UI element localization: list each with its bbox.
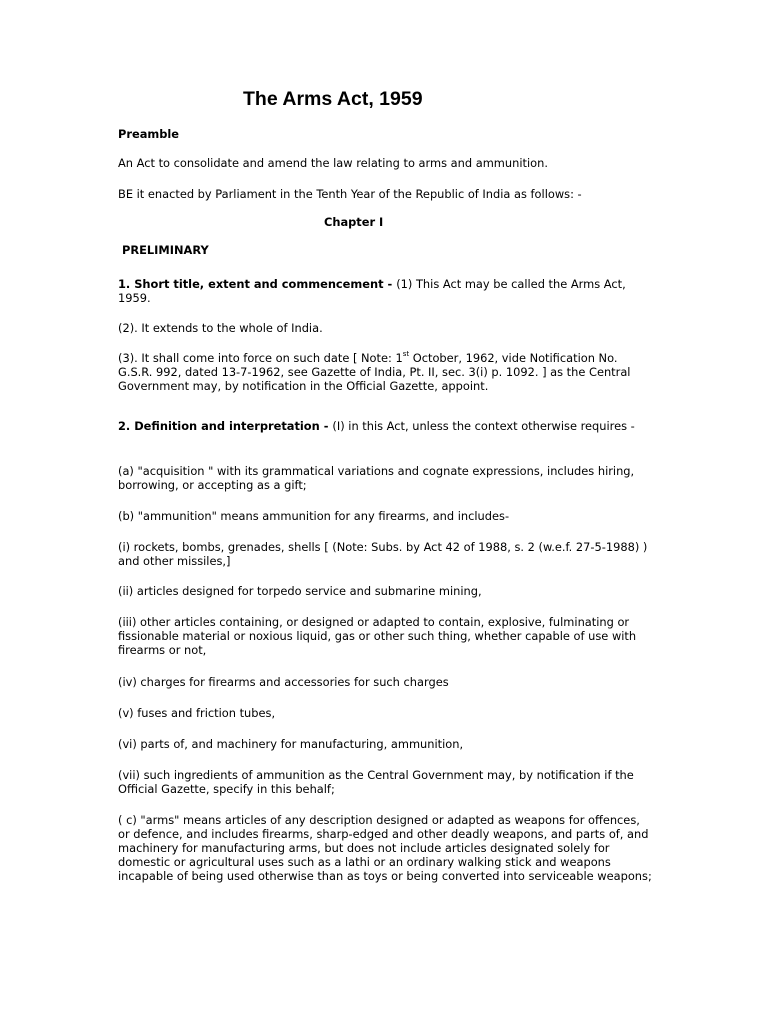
section-2 (118, 419, 653, 433)
section-2-heading: 2. Definition and interpretation - (118, 419, 333, 433)
clause-b-i: (i) rockets, bombs, grenades, shells [ (Note: Subs. by Act 42 of 1988, s. 2 (w.e.f. 27-5-1988) ) and other missiles,] (118, 540, 648, 568)
ordinal-suffix: st (402, 350, 410, 358)
preamble-text: An Act to consolidate and amend the law relating to arms and ammunition. (118, 156, 548, 170)
clause-b: (b) "ammunition" means ammunition for any firearms, and includes- (118, 509, 510, 523)
enactment-clause: BE it enacted by Parliament in the Tenth Year of the Republic of India as follows: - (118, 187, 582, 201)
clause-b-iv: (iv) charges for firearms and accessories for such charges (118, 675, 449, 689)
subsection-3-text-end: October, 1962, vide Notification No. G.S.R. 992, dated 13-7-1962, see Gazette of India, Pt. II, sec. 3(i) p. 1092. ] as the Central Government may, by notification in the Official Gazette, appoint. (118, 351, 631, 393)
clause-c: ( c) "arms" means articles of any description designed or adapted as weapons for offences, or defence, and includes firearms, sharp-edged and other deadly weapons, and parts of, and machinery for manufacturing arms, but does not include articles designated solely for domestic or agricultural uses such as a lathi or an ordinary walking stick and weapons incapable of being used otherwise than as toys or being converted into serviceable weapons; (118, 813, 652, 883)
clause-b-iii: (iii) other articles containing, or designed or adapted to contain, explosive, fulminating or fissionable material or noxious liquid, gas or other such thing, whether capable of use with firearms or not, (118, 615, 637, 657)
chapter-heading: Chapter I (324, 215, 384, 229)
document-title: The Arms Act, 1959 (243, 88, 423, 110)
section-2-text: (I) in this Act, unless the context otherwise requires - (332, 419, 635, 433)
clause-b-vi: (vi) parts of, and machinery for manufacturing, ammunition, (118, 737, 464, 751)
clause-b-vii: (vii) such ingredients of ammunition as the Central Government may, by notification if the Official Gazette, specify in this behalf; (118, 768, 634, 796)
section-1-heading: 1. Short title, extent and commencement - (118, 277, 397, 291)
clause-b-ii: (ii) articles designed for torpedo service and submarine mining, (118, 584, 482, 598)
clause-a: (a) "acquisition " with its grammatical variations and cognate expressions, includes hiring, borrowing, or accepting as a gift; (118, 464, 635, 492)
section-1-text: (1) This Act may be called the Arms Act, 1959. (118, 277, 626, 305)
section-1-subsection-3 (118, 351, 653, 393)
subsection-3-text-start: (3). It shall come into force on such date [ Note: 1 (118, 351, 403, 365)
section-1 (118, 277, 653, 305)
section-1-subsection-2: (2). It extends to the whole of India. (118, 321, 323, 335)
chapter-title: PRELIMINARY (122, 243, 209, 257)
preamble-heading: Preamble (118, 127, 180, 141)
clause-b-v: (v) fuses and friction tubes, (118, 706, 276, 720)
